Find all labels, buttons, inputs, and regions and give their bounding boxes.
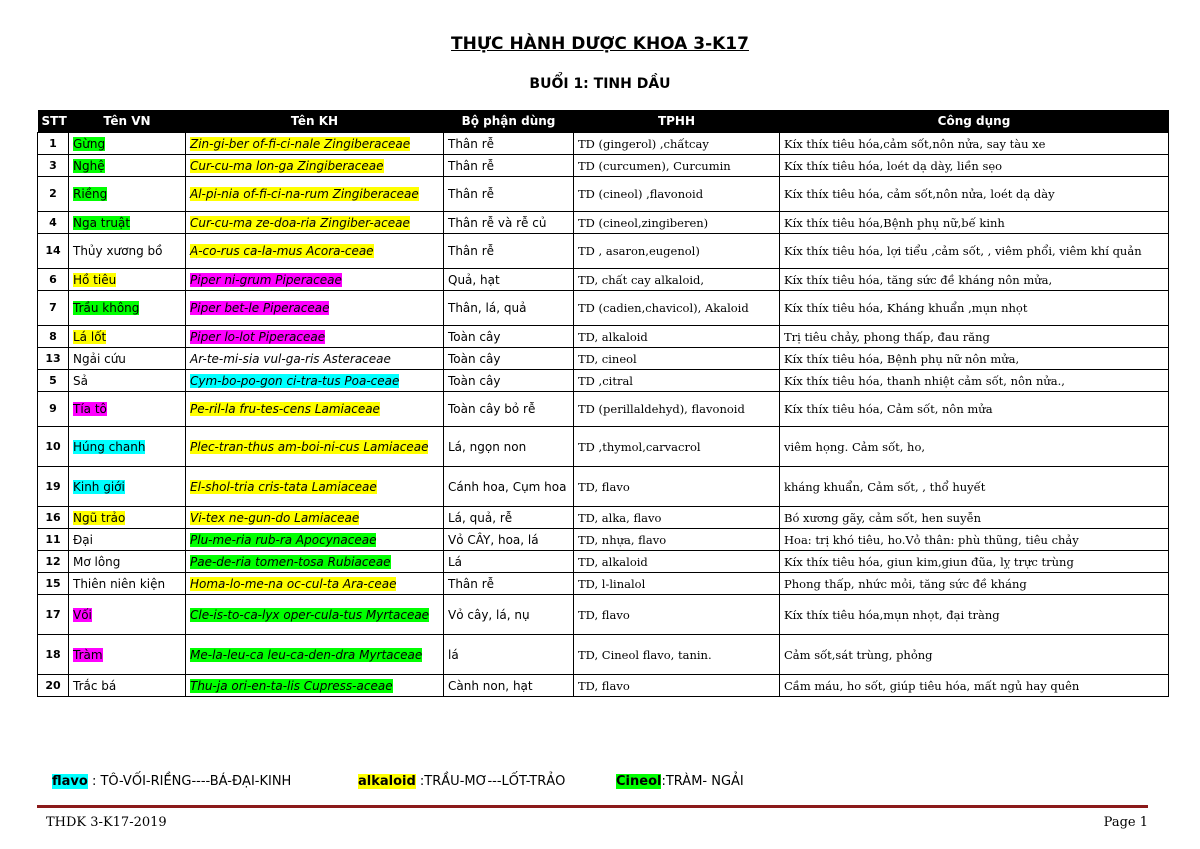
legend-cineol xyxy=(616,774,744,789)
row-ten-vn-text: Vối xyxy=(73,607,92,622)
row-cong-dung-text: Kíx thíx tiêu hóa, tăng sức đề kháng nôn mửa, xyxy=(784,272,1053,287)
row-stt xyxy=(38,427,69,467)
row-ten-kh-text: Cur-cu-ma lon-ga Zingiberaceae xyxy=(190,158,384,173)
row-bo-phan-dung-text: Toàn cây xyxy=(448,329,501,344)
row-ten-kh-text: Vi-tex ne-gun-do Lamiaceae xyxy=(190,510,360,525)
row-cong-dung xyxy=(780,635,1169,675)
row-cong-dung xyxy=(780,529,1169,551)
row-ten-vn xyxy=(69,234,186,269)
row-cong-dung xyxy=(780,427,1169,467)
footer-page-number: Page 1 xyxy=(1103,815,1148,830)
row-tphh xyxy=(574,212,780,234)
table-row xyxy=(38,675,1169,697)
row-ten-vn xyxy=(69,392,186,427)
header-ten-vn: Tên VN xyxy=(69,110,186,133)
row-ten-vn-text: Tràm xyxy=(73,647,103,662)
row-bo-phan-dung-text: Thân rễ xyxy=(448,136,495,151)
table-row xyxy=(38,551,1169,573)
row-tphh xyxy=(574,529,780,551)
row-ten-kh-text: Plec-tran-thus am-boi-ni-cus Lamiaceae xyxy=(190,439,429,454)
row-tphh xyxy=(574,507,780,529)
footer-divider xyxy=(37,805,1148,808)
row-ten-kh-text: Cur-cu-ma ze-doa-ria Zingiber-aceae xyxy=(190,215,410,230)
row-bo-phan-dung xyxy=(444,467,574,507)
row-bo-phan-dung-text: Toàn cây xyxy=(448,351,501,366)
row-tphh-text: TD, flavo xyxy=(578,607,630,622)
row-ten-vn-text: Lá lốt xyxy=(73,329,107,344)
row-bo-phan-dung-text: Thân rễ xyxy=(448,244,495,258)
row-cong-dung xyxy=(780,234,1169,269)
row-ten-kh xyxy=(186,133,444,155)
row-bo-phan-dung-text: Toàn cây xyxy=(448,373,501,388)
row-ten-vn-text: Ngũ trảo xyxy=(73,510,126,525)
row-ten-kh-text: Zin-gi-ber of-fi-ci-nale Zingiberaceae xyxy=(190,136,411,151)
table-row xyxy=(38,155,1169,177)
row-stt-text: 20 xyxy=(45,678,61,692)
row-bo-phan-dung-text: Toàn cây bỏ rễ xyxy=(448,402,536,416)
row-ten-kh xyxy=(186,370,444,392)
row-stt-text: 11 xyxy=(45,532,61,546)
row-ten-vn xyxy=(69,595,186,635)
row-tphh xyxy=(574,551,780,573)
row-stt xyxy=(38,595,69,635)
row-cong-dung xyxy=(780,133,1169,155)
row-stt-text: 7 xyxy=(49,301,57,314)
row-stt-text: 6 xyxy=(49,272,57,286)
row-ten-kh-text: Pae-de-ria tomen-tosa Rubiaceae xyxy=(190,554,391,569)
row-cong-dung-text: Hoa: trị khó tiêu, ho.Vỏ thân: phù thũng, tiêu chảy xyxy=(784,532,1079,547)
row-ten-vn xyxy=(69,551,186,573)
row-cong-dung xyxy=(780,551,1169,573)
table-header-row xyxy=(38,110,1169,133)
row-bo-phan-dung xyxy=(444,573,574,595)
row-ten-vn-text: Nga truật xyxy=(73,215,131,230)
row-cong-dung xyxy=(780,326,1169,348)
row-ten-vn xyxy=(69,467,186,507)
table-body xyxy=(38,133,1169,697)
row-ten-vn xyxy=(69,573,186,595)
row-bo-phan-dung xyxy=(444,675,574,697)
row-ten-vn xyxy=(69,177,186,212)
row-ten-kh-text: Ar-te-mi-sia vul-ga-ris Asteraceae xyxy=(190,351,391,366)
row-cong-dung-text: kháng khuẩn, Cảm sốt, , thổ huyết xyxy=(784,479,986,494)
table-row xyxy=(38,467,1169,507)
header-stt: STT xyxy=(38,110,69,133)
legend-cineol-key: Cineol xyxy=(616,774,662,789)
document-title: THỰC HÀNH DƯỢC KHOA 3-K17 xyxy=(451,34,749,54)
table-row xyxy=(38,177,1169,212)
row-cong-dung-text: Kíx thíx tiêu hóa, cảm sốt,nôn nửa, loét dạ dày xyxy=(784,187,1055,201)
row-bo-phan-dung xyxy=(444,155,574,177)
row-bo-phan-dung-text: Thân rễ xyxy=(448,158,495,173)
table-row xyxy=(38,595,1169,635)
row-stt xyxy=(38,234,69,269)
row-stt xyxy=(38,155,69,177)
row-tphh-text: TD, alkaloid xyxy=(578,329,648,344)
row-bo-phan-dung-text: Vỏ cây, lá, nụ xyxy=(448,607,530,622)
row-ten-vn xyxy=(69,133,186,155)
row-ten-kh-text: Cle-is-to-ca-lyx oper-cula-tus Myrtaceae xyxy=(190,607,430,622)
row-ten-vn xyxy=(69,212,186,234)
row-cong-dung-text: Trị tiêu chảy, phong thấp, đau răng xyxy=(784,329,990,344)
row-cong-dung-text: viêm họng. Cảm sốt, ho, xyxy=(784,439,926,454)
row-tphh-text: TD, alka, flavo xyxy=(578,510,662,525)
document-subtitle: BUỔI 1: TINH DẦU xyxy=(529,76,671,92)
row-bo-phan-dung xyxy=(444,529,574,551)
legend-flavo-text: : TÔ-VỐI-RIỀNG----BÁ-ĐẠI-KINH xyxy=(87,774,292,789)
row-tphh xyxy=(574,348,780,370)
row-ten-kh xyxy=(186,573,444,595)
row-stt xyxy=(38,392,69,427)
row-bo-phan-dung-text: Thân rễ xyxy=(448,576,495,591)
row-bo-phan-dung-text: Lá, quả, rễ xyxy=(448,510,513,525)
table-row xyxy=(38,529,1169,551)
row-cong-dung xyxy=(780,177,1169,212)
row-ten-vn xyxy=(69,155,186,177)
row-cong-dung-text: Kíx thíx tiêu hóa, Bệnh phụ nữ nôn mửa, xyxy=(784,351,1020,366)
row-ten-kh-text: Al-pi-nia of-fi-ci-na-rum Zingiberaceae xyxy=(190,187,419,201)
row-stt xyxy=(38,529,69,551)
row-stt xyxy=(38,269,69,291)
row-bo-phan-dung-text: Quả, hạt xyxy=(448,272,500,287)
row-tphh xyxy=(574,326,780,348)
row-stt-text: 4 xyxy=(49,215,57,229)
row-ten-vn xyxy=(69,370,186,392)
row-cong-dung-text: Kíx thíx tiêu hóa,Bệnh phụ nữ,bế kinh xyxy=(784,215,1005,230)
row-stt-text: 8 xyxy=(49,329,57,343)
row-ten-kh-text: Cym-bo-po-gon ci-tra-tus Poa-ceae xyxy=(190,373,400,388)
row-ten-vn-text: Thủy xương bồ xyxy=(73,244,163,258)
row-stt xyxy=(38,348,69,370)
legend-alkaloid-key: alkaloid xyxy=(358,774,416,789)
row-tphh-text: TD , asaron,eugenol) xyxy=(578,244,700,258)
row-ten-vn-text: Kinh giới xyxy=(73,479,125,494)
row-ten-vn-text: Nghệ xyxy=(73,158,105,173)
row-ten-kh xyxy=(186,595,444,635)
row-cong-dung-text: Kíx thíx tiêu hóa, thanh nhiệt cảm sốt, nôn nửa., xyxy=(784,373,1065,388)
row-ten-kh xyxy=(186,326,444,348)
table-row xyxy=(38,291,1169,326)
row-stt xyxy=(38,133,69,155)
row-ten-vn-text: Trầu không xyxy=(73,301,140,315)
row-ten-kh-text: Homa-lo-me-na oc-cul-ta Ara-ceae xyxy=(190,576,397,591)
legend-cineol-text: :TRÀM- NGẢI xyxy=(661,774,744,789)
row-stt xyxy=(38,177,69,212)
row-bo-phan-dung xyxy=(444,635,574,675)
row-tphh-text: TD, l-linalol xyxy=(578,576,646,591)
row-tphh-text: TD, flavo xyxy=(578,678,630,693)
row-ten-kh xyxy=(186,529,444,551)
row-tphh-text: TD, chất cay alkaloid, xyxy=(578,272,705,287)
row-ten-vn xyxy=(69,427,186,467)
row-tphh-text: TD (cadien,chavicol), Akaloid xyxy=(578,301,749,315)
row-bo-phan-dung xyxy=(444,269,574,291)
row-bo-phan-dung xyxy=(444,551,574,573)
row-stt-text: 15 xyxy=(45,576,61,590)
header-cong-dung: Công dụng xyxy=(780,110,1169,133)
row-cong-dung xyxy=(780,392,1169,427)
row-tphh-text: TD (perillaldehyd), flavonoid xyxy=(578,402,745,416)
table-row xyxy=(38,507,1169,529)
row-ten-kh xyxy=(186,551,444,573)
row-ten-vn xyxy=(69,529,186,551)
row-tphh xyxy=(574,427,780,467)
row-ten-kh-text: Piper bet-le Piperaceae xyxy=(190,301,330,315)
table-row xyxy=(38,635,1169,675)
row-tphh-text: TD (curcumen), Curcumin xyxy=(578,158,731,173)
row-stt-text: 16 xyxy=(45,510,61,524)
row-stt xyxy=(38,507,69,529)
row-ten-kh-text: A-co-rus ca-la-mus Acora-ceae xyxy=(190,244,374,258)
row-bo-phan-dung xyxy=(444,177,574,212)
row-bo-phan-dung-text: Lá xyxy=(448,554,463,569)
row-ten-kh-text: Me-la-leu-ca leu-ca-den-dra Myrtaceae xyxy=(190,647,423,662)
row-ten-kh xyxy=(186,291,444,326)
row-tphh-text: TD, cineol xyxy=(578,351,637,366)
row-stt-text: 13 xyxy=(45,351,61,365)
row-cong-dung-text: Cảm sốt,sát trùng, phỏng xyxy=(784,647,933,662)
row-ten-kh xyxy=(186,234,444,269)
row-stt-text: 1 xyxy=(49,136,57,150)
row-tphh-text: TD, alkaloid xyxy=(578,554,648,569)
row-cong-dung-text: Kíx thíx tiêu hóa,mụn nhọt, đại tràng xyxy=(784,607,1000,622)
row-ten-vn-text: Gừng xyxy=(73,136,106,151)
row-cong-dung-text: Phong thấp, nhức mỏi, tăng sức đề kháng xyxy=(784,576,1027,591)
row-cong-dung xyxy=(780,269,1169,291)
table-row xyxy=(38,133,1169,155)
row-ten-vn-text: Đại xyxy=(73,532,93,547)
row-cong-dung xyxy=(780,155,1169,177)
row-ten-vn xyxy=(69,291,186,326)
row-ten-kh xyxy=(186,467,444,507)
table-row xyxy=(38,348,1169,370)
row-cong-dung-text: Kíx thíx tiêu hóa, Kháng khuẩn ,mụn nhọt xyxy=(784,301,1028,315)
row-ten-vn-text: Thiên niên kiện xyxy=(73,576,166,591)
row-stt-text: 10 xyxy=(45,439,61,453)
row-ten-vn xyxy=(69,348,186,370)
row-cong-dung-text: Kíx thíx tiêu hóa, Cảm sốt, nôn mửa xyxy=(784,402,993,416)
row-cong-dung xyxy=(780,675,1169,697)
row-cong-dung xyxy=(780,573,1169,595)
row-bo-phan-dung xyxy=(444,133,574,155)
row-ten-vn xyxy=(69,675,186,697)
row-ten-kh xyxy=(186,155,444,177)
row-ten-vn xyxy=(69,326,186,348)
row-stt-text: 18 xyxy=(45,647,61,661)
row-bo-phan-dung xyxy=(444,427,574,467)
row-ten-vn-text: Trắc bá xyxy=(73,678,117,693)
table-row xyxy=(38,326,1169,348)
row-ten-kh xyxy=(186,507,444,529)
row-bo-phan-dung xyxy=(444,234,574,269)
row-bo-phan-dung-text: Cánh hoa, Cụm hoa xyxy=(448,479,567,494)
row-stt xyxy=(38,326,69,348)
row-stt xyxy=(38,212,69,234)
row-ten-vn-text: Húng chanh xyxy=(73,439,146,454)
row-cong-dung xyxy=(780,507,1169,529)
row-tphh-text: TD (cineol,zingiberen) xyxy=(578,215,709,230)
row-stt-text: 2 xyxy=(49,187,57,200)
row-tphh xyxy=(574,370,780,392)
row-ten-kh-text: Piper ni-grum Piperaceae xyxy=(190,272,342,287)
row-ten-vn-text: Sả xyxy=(73,373,88,388)
row-tphh xyxy=(574,291,780,326)
row-bo-phan-dung xyxy=(444,370,574,392)
row-tphh-text: TD, flavo xyxy=(578,479,630,494)
row-stt xyxy=(38,573,69,595)
row-ten-vn xyxy=(69,507,186,529)
row-ten-kh xyxy=(186,269,444,291)
row-ten-vn-text: Tía tô xyxy=(73,402,107,416)
row-tphh xyxy=(574,392,780,427)
row-ten-kh-text: Pe-ril-la fru-tes-cens Lamiaceae xyxy=(190,402,380,416)
row-stt xyxy=(38,551,69,573)
table-row xyxy=(38,392,1169,427)
table-row xyxy=(38,370,1169,392)
row-cong-dung-text: Kíx thíx tiêu hóa, giun kim,giun đũa, lỵ trực trùng xyxy=(784,554,1074,569)
row-ten-vn xyxy=(69,269,186,291)
row-stt-text: 3 xyxy=(49,158,57,172)
row-bo-phan-dung xyxy=(444,212,574,234)
row-tphh-text: TD, Cineol flavo, tanin. xyxy=(578,647,712,662)
row-tphh xyxy=(574,467,780,507)
row-stt-text: 5 xyxy=(49,373,57,387)
row-stt-text: 9 xyxy=(49,402,57,415)
row-tphh xyxy=(574,573,780,595)
row-tphh xyxy=(574,675,780,697)
row-tphh xyxy=(574,635,780,675)
row-tphh xyxy=(574,177,780,212)
table-row xyxy=(38,234,1169,269)
header-ten-kh: Tên KH xyxy=(186,110,444,133)
row-stt-text: 14 xyxy=(45,244,61,257)
row-cong-dung xyxy=(780,595,1169,635)
row-ten-vn-text: Mơ lông xyxy=(73,554,121,569)
row-ten-kh xyxy=(186,348,444,370)
row-stt-text: 12 xyxy=(45,554,61,568)
row-bo-phan-dung-text: Thân rễ và rễ củ xyxy=(448,215,547,230)
table-row xyxy=(38,427,1169,467)
row-ten-vn-text: Hồ tiêu xyxy=(73,272,117,287)
row-stt xyxy=(38,675,69,697)
row-tphh xyxy=(574,155,780,177)
row-bo-phan-dung-text: Thân rễ xyxy=(448,187,495,201)
row-bo-phan-dung-text: lá xyxy=(448,647,459,662)
row-bo-phan-dung-text: Vỏ CÂY, hoa, lá xyxy=(448,532,539,547)
row-ten-kh xyxy=(186,392,444,427)
row-bo-phan-dung xyxy=(444,348,574,370)
row-tphh-text: TD, nhựa, flavo xyxy=(578,532,667,547)
row-cong-dung-text: Bó xương gãy, cảm sốt, hen suyễn xyxy=(784,510,982,525)
row-cong-dung-text: Cầm máu, ho sốt, giúp tiêu hóa, mất ngủ hay quên xyxy=(784,678,1080,693)
row-ten-kh xyxy=(186,427,444,467)
row-cong-dung xyxy=(780,467,1169,507)
row-bo-phan-dung xyxy=(444,595,574,635)
row-stt-text: 17 xyxy=(45,607,61,621)
row-cong-dung xyxy=(780,370,1169,392)
row-ten-kh xyxy=(186,177,444,212)
row-tphh xyxy=(574,234,780,269)
row-bo-phan-dung-text: Thân, lá, quả xyxy=(448,301,527,315)
row-ten-vn-text: Riềng xyxy=(73,187,108,201)
row-bo-phan-dung xyxy=(444,392,574,427)
row-bo-phan-dung xyxy=(444,507,574,529)
legend-flavo xyxy=(52,774,291,789)
row-cong-dung-text: Kíx thíx tiêu hóa, loét dạ dày, liền sẹo xyxy=(784,158,1003,173)
row-ten-kh xyxy=(186,212,444,234)
row-cong-dung xyxy=(780,291,1169,326)
legend-flavo-key: flavo xyxy=(52,774,88,789)
table-row xyxy=(38,573,1169,595)
row-ten-kh xyxy=(186,675,444,697)
row-tphh-text: TD (gingerol) ,chấtcay xyxy=(578,136,709,151)
row-ten-vn xyxy=(69,635,186,675)
row-ten-kh-text: El-shol-tria cris-tata Lamiaceae xyxy=(190,479,377,494)
legend-alkaloid xyxy=(358,774,565,789)
row-tphh-text: TD ,citral xyxy=(578,373,633,388)
herb-table xyxy=(37,110,1169,697)
row-stt-text: 19 xyxy=(45,479,61,493)
row-tphh-text: TD ,thymol,carvacrol xyxy=(578,439,701,454)
row-cong-dung-text: Kíx thíx tiêu hóa,cảm sốt,nôn nửa, say tàu xe xyxy=(784,136,1046,151)
row-cong-dung xyxy=(780,212,1169,234)
row-bo-phan-dung-text: Lá, ngọn non xyxy=(448,439,527,454)
row-ten-kh-text: Piper lo-lot Piperaceae xyxy=(190,329,326,344)
table-row xyxy=(38,269,1169,291)
row-stt xyxy=(38,467,69,507)
row-stt xyxy=(38,635,69,675)
row-tphh xyxy=(574,595,780,635)
row-bo-phan-dung-text: Cành non, hạt xyxy=(448,678,533,693)
row-ten-vn-text: Ngải cứu xyxy=(73,351,126,366)
row-tphh xyxy=(574,269,780,291)
row-cong-dung xyxy=(780,348,1169,370)
table-row xyxy=(38,212,1169,234)
row-ten-kh-text: Plu-me-ria rub-ra Apocynaceae xyxy=(190,532,377,547)
footer-left: THDK 3-K17-2019 xyxy=(46,815,167,830)
row-tphh xyxy=(574,133,780,155)
row-stt xyxy=(38,291,69,326)
header-bo-phan-dung: Bộ phận dùng xyxy=(444,110,574,133)
row-ten-kh-text: Thu-ja ori-en-ta-lis Cupress-aceae xyxy=(190,678,393,693)
header-tphh: TPHH xyxy=(574,110,780,133)
row-bo-phan-dung xyxy=(444,291,574,326)
row-bo-phan-dung xyxy=(444,326,574,348)
row-ten-kh xyxy=(186,635,444,675)
row-cong-dung-text: Kíx thíx tiêu hóa, lợi tiểu ,cảm sốt, , viêm phổi, viêm khí quản xyxy=(784,244,1142,258)
legend-alkaloid-text: :TRẦU-MƠ---LỐT-TRẢO xyxy=(415,774,566,789)
row-tphh-text: TD (cineol) ,flavonoid xyxy=(578,187,704,201)
row-stt xyxy=(38,370,69,392)
